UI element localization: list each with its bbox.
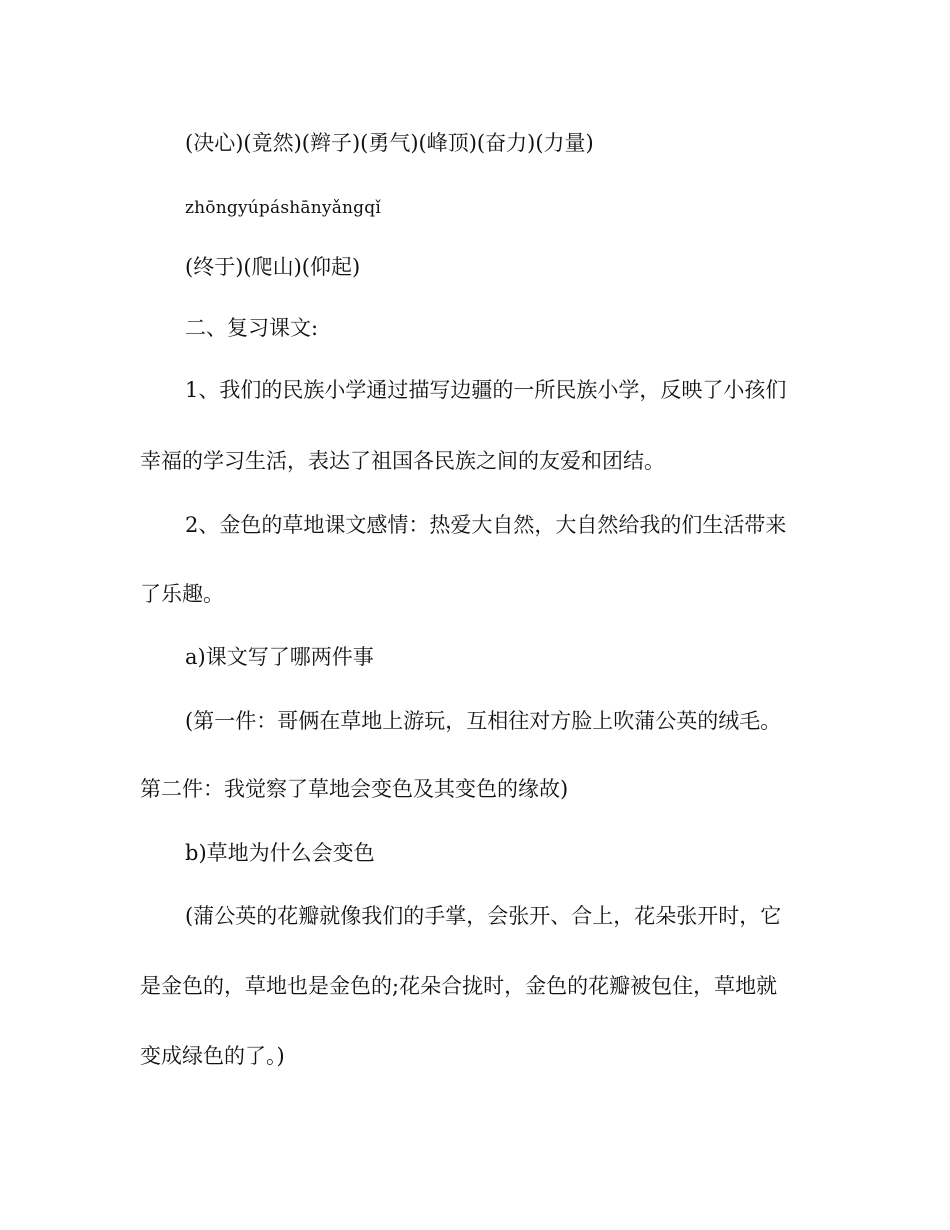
pinyin-line: zhōngyúpáshānyǎngqǐ xyxy=(185,198,381,218)
vocab-words-line: (决心)(竟然)(辫子)(勇气)(峰顶)(奋力)(力量) xyxy=(185,131,594,155)
paragraph-1-line-2: 幸福的学习生活，表达了祖国各民族之间的友爱和团结。 xyxy=(140,449,665,473)
question-a: a)课文写了哪两件事 xyxy=(185,645,374,669)
answer-b-line-3: 变成绿色的了。) xyxy=(140,1044,285,1068)
question-b: b)草地为什么会变色 xyxy=(185,841,375,865)
answer-b-line-2: 是金色的，草地也是金色的;花朵合拢时，金色的花瓣被包住，草地就 xyxy=(140,974,778,998)
paragraph-2-line-1: 2、金色的草地课文感情：热爱大自然，大自然给我的们生活带来 xyxy=(185,513,787,537)
answer-b-line-1: (蒲公英的花瓣就像我们的手掌，会张开、合上，花朵张开时，它 xyxy=(185,904,782,928)
answer-a-line-1: (第一件：哥俩在草地上游玩，互相往对方脸上吹蒲公英的绒毛。 xyxy=(185,709,782,733)
paragraph-1-line-1: 1、我们的民族小学通过描写边疆的一所民族小学，反映了小孩们 xyxy=(185,378,787,402)
answer-a-line-2: 第二件：我觉察了草地会变色及其变色的缘故) xyxy=(140,777,569,801)
paragraph-2-line-2: 了乐趣。 xyxy=(140,582,224,606)
section-heading: 二、复习课文: xyxy=(185,316,319,340)
vocab-words-line-2: (终于)(爬山)(仰起) xyxy=(185,255,361,279)
